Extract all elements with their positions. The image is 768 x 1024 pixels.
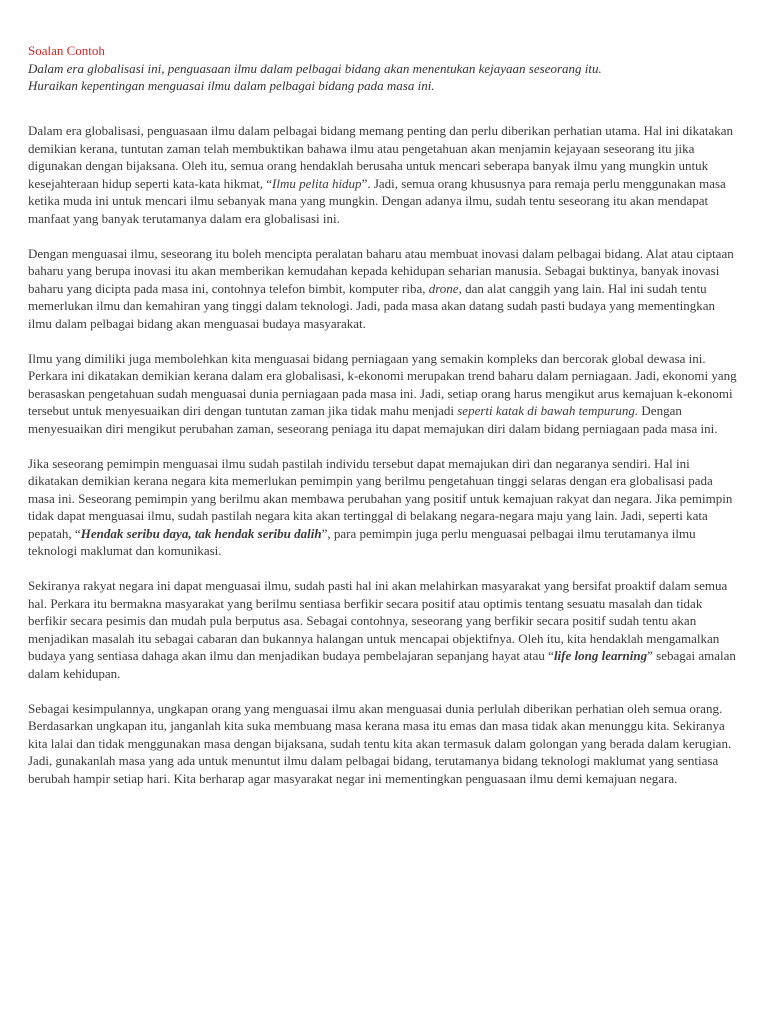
emphasis-text: life long learning [553,648,648,664]
paragraph-text: ”, para pemimpin juga perlu menguasai pelbagai ilmu terutamanya ilmu teknologi maklumat dan komunikasi. [28,525,696,559]
sample-question-label: Soalan Contoh [28,43,105,58]
question-line-2: Huraikan kepentingan menguasai ilmu dalam pelbagai bidang pada masa ini. [28,78,435,93]
paragraph-text: Ilmu yang dimiliki juga membolehkan kita menguasai bidang perniagaan yang semakin kompleks dan bercorak global dewasa ini. Perkara ini dikatakan demikian kerana dalam era globalisasi, k-ekonomi merupakan trend baharu dalam perniagaan. Jadi, ekonomi yang berasaskan pengetahuan sudah menguasai dunia perniagaan pada masa ini. Jadi, setiap orang harus mengikut arus kemajuan k-ekonomi tersebut untuk menyesuaikan diri dengan tuntutan zaman jika tidak mahu menjadi [28,350,737,419]
emphasis-text: Hendak seribu daya, tak hendak seribu dalih [80,525,322,541]
emphasis-text: seperti katak di bawah tempurung. [457,403,639,419]
paragraph-text: Sekiranya rakyat negara ini dapat menguasai ilmu, sudah pasti hal ini akan melahirkan masyarakat yang bersifat proaktif dalam semua hal. Perkara itu bermakna masyarakat yang berilmu sentiasa berfikir secara positif atau optimis tentang sesuatu masalah dan tidak berfikir secara pesimis dan mudah pula berputus asa. Sebagai contohnya, seseorang yang berfikir secara positif sudah tentu akan menjadikan masalah itu sebagai cabaran dan bukannya halangan untuk mencapai objektifnya. Oleh itu, kita hendaklah mengamalkan budaya yang sentiasa dahaga akan ilmu dan menjadikan budaya pembelajaran sepanjang hayat atau “ [28,578,728,664]
paragraph-text: dan alat canggih yang lain. Hal ini sudah tentu memerlukan ilmu dan kemahiran yang tinggi dalam teknologi. Jadi, pada masa akan datang sudah pasti budaya yang mementingkan ilmu dalam pelbagai bidang akan menguasai budaya masyarakat. [28,280,716,331]
paragraph-conclusion [28,700,740,788]
paragraph-text: Dengan menyesuaikan diri mengikut perubahan zaman, seseorang peniaga itu dapat memajukan diri dalam bidang perniagaan pada masa ini. [28,403,718,436]
question-line-1: Dalam era globalisasi ini, penguasaan ilmu dalam pelbagai bidang akan menentukan kejayaan seseorang itu. [28,61,602,76]
emphasis-text: Ilmu pelita hidup [272,175,362,191]
document-page [28,43,740,805]
paragraph-text: Sebagai kesimpulannya, ungkapan orang yang menguasai ilmu akan menguasai dunia perlulah diberikan perhatian oleh semua orang. Berdasarkan ungkapan itu, janganlah kita suka membuang masa kerana masa itu emas dan masa tidak akan menunggu kita. Sekiranya kita lalai dan tidak menggunakan masa dengan bijaksana, sudah tentu kita akan termasuk dalam golongan yang berada dalam kerugian. Jadi, gunakanlah masa yang ada untuk menuntut ilmu dalam pelbagai bidang, terutamanya bidang teknologi maklumat yang sentiasa berubah hampir setiap hari. Kita berharap agar masyarakat negar ini mementingkan penguasaan ilmu demi kemajuan negara. [28,700,732,786]
paragraph-innovation [28,245,740,333]
paragraph-text: Jika seseorang pemimpin menguasai ilmu sudah pastilah individu tersebut dapat memajukan diri dan negaranya sendiri. Hal ini dikatakan demikian kerana negara kita memerlukan pemimpin yang berilmu pengetahuan tinggi selaras dengan era globalisasi pada masa ini. Seseorang pemimpin yang berilmu akan membawa perubahan yang positif untuk kemajuan rakyat dan negara. Jika pemimpin tidak dapat menguasai ilmu, sudah pastilah negara kita akan tertinggal di belakang negara-negara maju yang lain. Jadi, seperti kata pepatah, “ [28,455,733,541]
question-text [28,60,740,94]
paragraph-business [28,350,740,438]
essay-body [28,122,740,788]
paragraph-proactive-society [28,577,740,683]
paragraph-text: ” sebagai amalan dalam kehidupan. [28,648,736,682]
emphasis-text: drone, [428,280,462,296]
paragraph-text: Dalam era globalisasi, penguasaan ilmu dalam pelbagai bidang memang penting dan perlu diberikan perhatian utama. Hal ini dikatakan demikian kerana, tuntutan zaman telah membuktikan bahawa ilmu atau pengetahuan akan menjamin kejayaan seseorang itu jika digunakan dengan bijaksana. Oleh itu, semua orang hendaklah berusaha untuk mencari seberapa banyak ilmu yang mungkin untuk kesejahteraan hidup seperti kata-kata hikmat, “ [28,123,734,191]
paragraph-text: Dengan menguasai ilmu, seseorang itu boleh mencipta peralatan baharu atau membuat inovasi dalam pelbagai bidang. Alat atau ciptaan baharu yang berupa inovasi itu akan memberikan kemudahan kepada kehidupan seharian manusia. Sebagai buktinya, banyak inovasi baharu yang dicipta pada masa ini, contohnya telefon bimbit, komputer riba, [28,245,734,296]
paragraph-leadership [28,455,740,561]
paragraph-text: ”. Jadi, semua orang khususnya para remaja perlu menggunakan masa ketika muda ini untuk mencari ilmu sebanyak mana yang mungkin. Dengan adanya ilmu, sudah tentu seseorang itu akan mendapat manfaat yang banyak terutamanya dalam era globalisasi ini. [28,175,726,226]
paragraph-introduction [28,122,740,228]
